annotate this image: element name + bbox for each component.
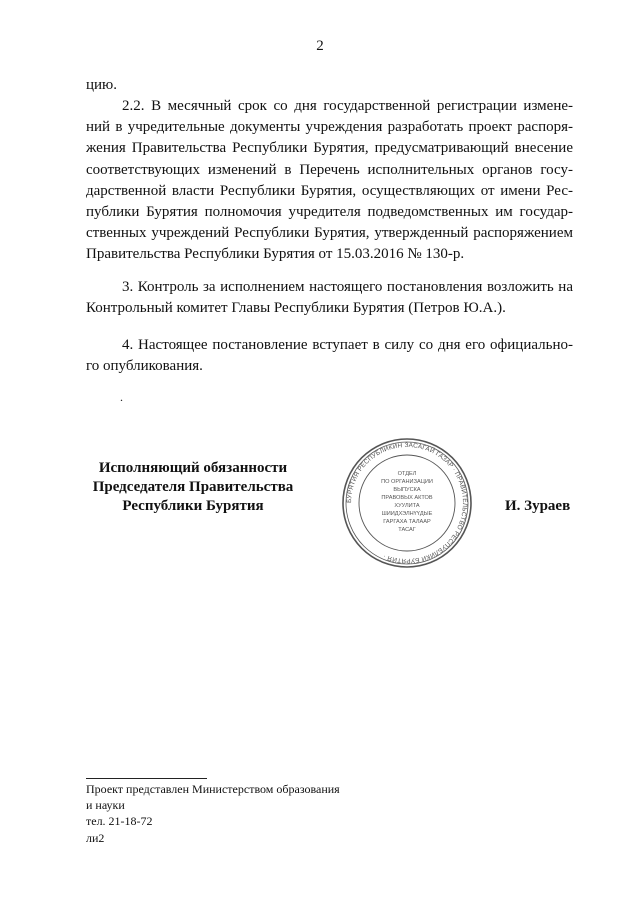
signatory-title [74, 459, 312, 516]
seal-center-line: ПРАВОВЫХ АКТОВ [381, 495, 433, 501]
paragraph-clause-4 [86, 335, 573, 377]
text-line: цию. [86, 77, 118, 93]
seal-center-line: ОТДЕЛ [397, 471, 417, 477]
seal-center-line: ГАРГАХА ТАЛААР [383, 519, 431, 525]
text-line: ственных учреждений Республики Бурятия, утвержденный распоряжением [86, 225, 573, 242]
seal-center-line: ХУУЛИТА [394, 503, 420, 509]
text-line: дарственной власти Республики Бурятия, осуществляющих от имени Рес- [86, 182, 573, 199]
text-line: 4. Настоящее постановление вступает в силу со дня его официально- [122, 337, 573, 353]
paragraph-clause-3 [86, 277, 573, 319]
text-line: публики Бурятия полномочия учредителя подведомственных им государ- [86, 204, 573, 221]
text-line: жения Правительства Республики Бурятия, предусматривающий внесение [86, 140, 573, 157]
signatory-title-line: Исполняющий обязанности [98, 460, 288, 476]
seal-center-line: ТАСАГ [398, 527, 416, 533]
paragraph-continuation [86, 75, 573, 96]
text-line: 2.2. В месячный срок со дня государственной регистрации измене- [122, 98, 573, 114]
document-code: ли2 [86, 831, 105, 845]
text-line: Правительства Республики Бурятия от 15.03.2016 № 130-р. [86, 246, 465, 263]
signatory-title-line: Республики Бурятия [122, 498, 264, 514]
seal-center-line: ВЫПУСКА [393, 487, 421, 493]
text-line: соответствующих изменений в Перечень исполнительных органов госу- [86, 161, 573, 178]
footnote-line: тел. 21-18-72 [86, 814, 153, 828]
footnote [86, 781, 340, 829]
seal-ring-text: БУРЯТИЯ РЕСПУБЛИКИН ЗАСАГАЙ ГАЗАР · ПРАВИТЕЛЬСТВО РЕСПУБЛИКИ БУРЯТИЯ · [345, 441, 469, 565]
signer-name: И. Зураев [505, 498, 571, 514]
paragraph-clause-2-2 [86, 96, 573, 266]
text-line: Контрольный комитет Главы Республики Бурятия (Петров Ю.А.). [86, 300, 506, 317]
footnote-divider [86, 778, 207, 779]
seal-center-line: ПО ОРГАНИЗАЦИИ [381, 479, 433, 485]
text-line: 3. Контроль за исполнением настоящего постановления возложить на [122, 279, 573, 295]
footnote-line: Проект представлен Министерством образования [86, 782, 340, 796]
seal-graphic [341, 437, 473, 569]
stray-mark: . [120, 390, 123, 404]
official-seal [341, 437, 473, 569]
seal-center-line: ШИИДХЭЛНҮҮДЫЕ [381, 511, 433, 517]
text-line: го опубликования. [86, 358, 203, 375]
signatory-title-line: Председателя Правительства [92, 479, 294, 495]
footnote-line: и науки [86, 798, 125, 812]
page-number: 2 [316, 38, 324, 54]
text-line: ний в учредительные документы учреждения разработать проект распоря- [86, 119, 573, 136]
